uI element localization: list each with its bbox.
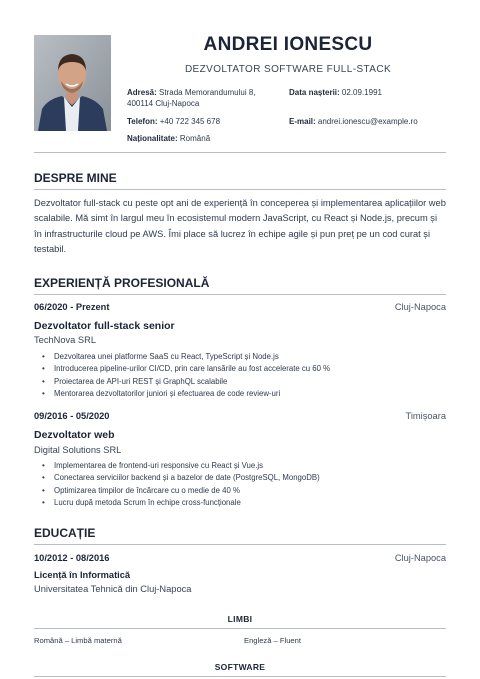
responsibility-item: • Optimizarea timpilor de încărcare cu o medie de 40 % xyxy=(42,485,442,497)
responsibility-item: • Lucru după metoda Scrum în echipe cross-funcționale xyxy=(42,497,442,509)
experience-divider xyxy=(34,294,446,295)
experience-section-title: EXPERIENȚĂ PROFESIONALĂ xyxy=(34,276,210,290)
education-school: Universitatea Tehnică din Cluj-Napoca xyxy=(34,584,192,594)
phone-label: Telefon: xyxy=(127,117,158,126)
birthdate-field xyxy=(289,87,439,98)
profile-photo xyxy=(34,35,111,131)
email-field xyxy=(289,116,444,127)
job-header-row xyxy=(34,411,446,424)
responsibility-item: • Proiectarea de API-uri REST și GraphQL scalabile xyxy=(42,376,442,388)
phone-field xyxy=(127,116,282,127)
about-text: Dezvoltator full-stack cu peste opt ani de experiență în conceperea și implementarea aplicațiilor web scalabile. Mă simt în largul meu în ecosistemul modern JavaScript, cu React și Node.js, precum și în infrastructurile cloud pe AWS. Îmi place să lucrez în echipe agile și pun preț pe un cod curat și testabil. xyxy=(34,198,446,254)
job-company: Digital Solutions SRL xyxy=(34,445,122,455)
header-divider xyxy=(34,152,446,153)
education-degree: Licență în Informatică xyxy=(34,570,131,580)
job-company: TechNova SRL xyxy=(34,335,97,345)
job-dates: 06/2020 - Prezent xyxy=(34,302,110,312)
job-location: Timișoara xyxy=(405,411,446,421)
phone-value: +40 722 345 678 xyxy=(159,117,221,126)
responsibility-item: • Mentorarea dezvoltatorilor juniori și efectuarea de code review-uri xyxy=(42,388,442,400)
responsibility-item: • Conectarea serviciilor backend și a bazelor de date (PostgreSQL, MongoDB) xyxy=(42,472,442,484)
nationality-value: Română xyxy=(179,134,211,143)
full-name: ANDREI IONESCU xyxy=(203,34,373,55)
job-header-row xyxy=(34,302,446,315)
languages-divider xyxy=(34,628,446,629)
job-position: Dezvoltator full-stack senior xyxy=(34,320,175,332)
nationality-field xyxy=(127,133,282,144)
job-position: Dezvoltator web xyxy=(34,429,115,441)
about-divider xyxy=(34,189,446,190)
job-title: DEZVOLTATOR SOFTWARE FULL-STACK xyxy=(184,64,392,75)
birthdate-value: 02.09.1991 xyxy=(341,88,382,97)
language-item: Română – Limbă maternă xyxy=(34,636,122,645)
nationality-label: Naționalitate: xyxy=(127,134,178,143)
education-dates: 10/2012 - 08/2016 xyxy=(34,553,110,563)
address-label: Adresă: xyxy=(127,88,157,97)
software-section-title: SOFTWARE xyxy=(214,662,266,672)
education-divider xyxy=(34,544,446,545)
email-label: E-mail: xyxy=(289,117,316,126)
language-item: Engleză – Fluent xyxy=(244,636,301,645)
email-value[interactable]: andrei.ionescu@example.ro xyxy=(317,117,418,126)
education-section-title: EDUCAȚIE xyxy=(34,526,96,540)
education-header-row xyxy=(34,553,446,566)
responsibility-item: • Implementarea de frontend-uri responsive cu React și Vue.js xyxy=(42,460,442,472)
job-responsibilities xyxy=(42,351,442,400)
address-value: Strada Memorandumului 8, 400114 Cluj-Napoca xyxy=(127,88,256,108)
address-field xyxy=(127,87,282,109)
birthdate-label: Data nașterii: xyxy=(289,88,340,97)
job-responsibilities xyxy=(42,460,442,509)
responsibility-item: • Dezvoltarea unei platforme SaaS cu React, TypeScript și Node.js xyxy=(42,351,442,363)
languages-section-title: LIMBI xyxy=(227,614,253,624)
software-divider xyxy=(34,676,446,677)
education-location: Cluj-Napoca xyxy=(394,553,446,563)
job-dates: 09/2016 - 05/2020 xyxy=(34,411,110,421)
job-location: Cluj-Napoca xyxy=(394,302,446,312)
about-section-title: DESPRE MINE xyxy=(34,171,117,185)
responsibility-item: • Introducerea pipeline-urilor CI/CD, prin care lansările au fost accelerate cu 60 % xyxy=(42,363,442,375)
